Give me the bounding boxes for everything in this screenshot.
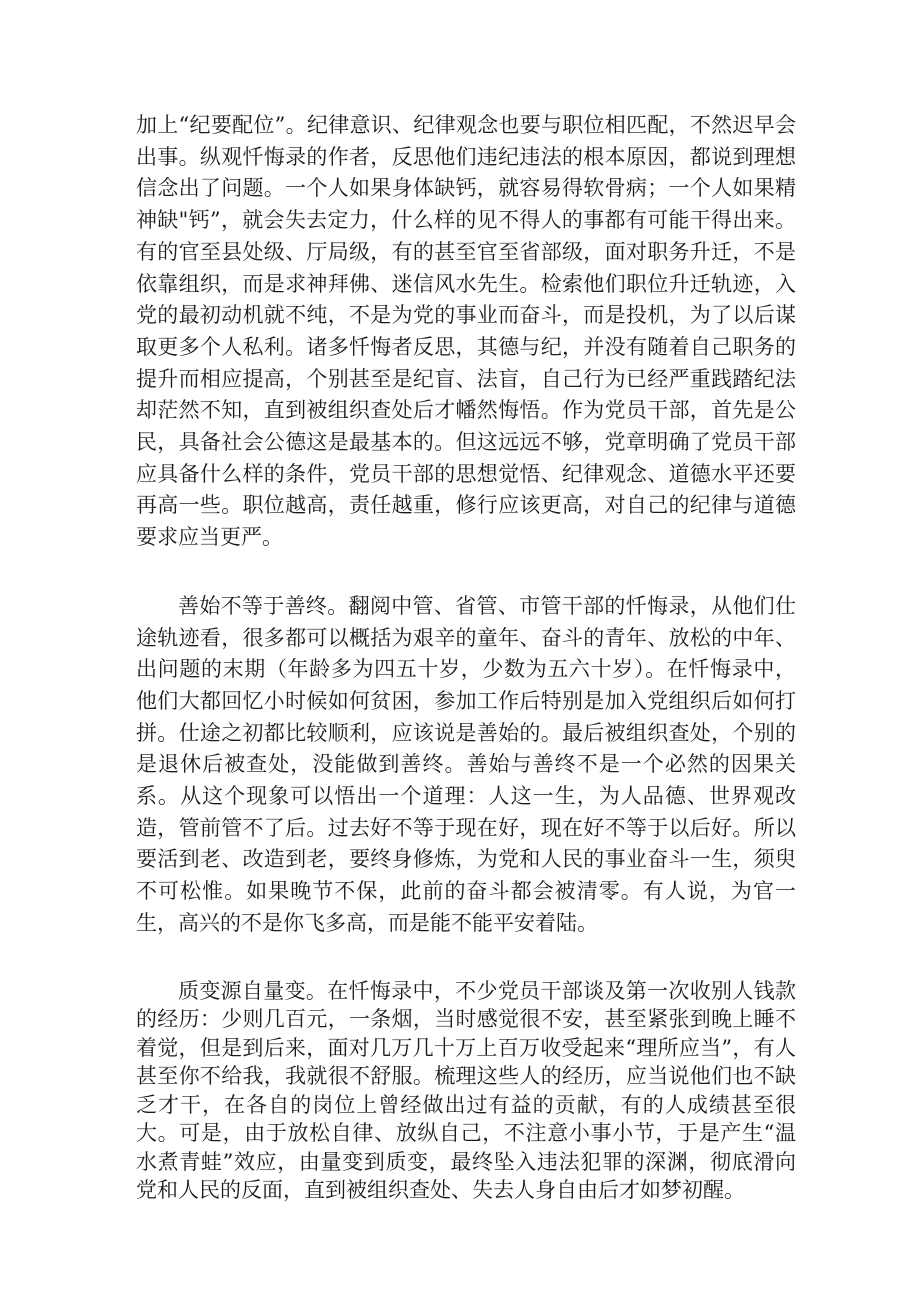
paragraph-3: 质变源自量变。在忏悔录中，不少党员干部谈及第一次收别人钱款的经历：少则几百元，一条烟，当时感觉很不安，甚至紧张到晚上睡不着觉，但是到后来，面对几万几十万上百万收受起来“理所应当”，有人甚至你不给我，我就很不舒服。梳理这些人的经历，应当说他们也不缺乏才干，在各自的岗位上曾经做出过有益的贡献，有的人成绩甚至很大。可是，由于放松自律、放纵自己，不注意小事小节，于是产生“温水煮青蛙”效应，由量变到质变，最终坠入违法犯罪的深渊，彻底滑向党和人民的反面，直到被组织查处、失去人身自由后才如梦初醒。 [136,978,796,1203]
paragraph-2: 善始不等于善终。翻阅中管、省管、市管干部的忏悔录，从他们仕途轨迹看，很多都可以概括为艰辛的童年、奋斗的青年、放松的中年、出问题的末期（年龄多为四五十岁，少数为五六十岁）。在忏悔录中，他们大都回忆小时候如何贫困，参加工作后特别是加入党组织后如何打拼。仕途之初都比较顺利，应该说是善始的。最后被组织查处，个别的是退休后被查处，没能做到善终。善始与善终不是一个必然的因果关系。从这个现象可以悟出一个道理：人这一生，为人品德、世界观改造，管前管不了后。过去好不等于现在好，现在好不等于以后好。所以要活到老、改造到老，要终身修炼，为党和人民的事业奋斗一生，须臾不可松惟。如果晚节不保，此前的奋斗都会被清零。有人说，为官一生，高兴的不是你飞多高，而是能不能平安着陆。 [136,593,796,935]
paragraph-1: 加上“纪要配位”。纪律意识、纪律观念也要与职位相匹配，不然迟早会出事。纵观忏悔录的作者，反思他们违纪违法的根本原因，都说到理想信念出了问题。一个人如果身体缺钙，就容易得软骨病；一个人如果精神缺"钙”，就会失去定力，什么样的见不得人的事都有可能干得出来。有的官至县处级、厅局级，有的甚至官至省部级，面对职务升迁，不是依靠组织，而是求神拜佛、迷信风水先生。检索他们职位升迁轨迹，入党的最初动机就不纯，不是为党的事业而奋斗，而是投机，为了以后谋取更多个人私利。诸多忏悔者反思，其德与纪，并没有随着自己职务的提升而相应提高，个别甚至是纪盲、法盲，自己行为已经严重践踏纪法却茫然不知，直到被组织查处后才幡然悔悟。作为党员干部，首先是公民，具备社会公德这是最基本的。但这远远不够，党章明确了党员干部应具备什么样的条件，党员干部的思想觉悟、纪律观念、道德水平还要再高一些。职位越高，责任越重，修行应该更高，对自己的纪律与道德要求应当更严。 [136,113,796,550]
document-body [136,110,796,1205]
